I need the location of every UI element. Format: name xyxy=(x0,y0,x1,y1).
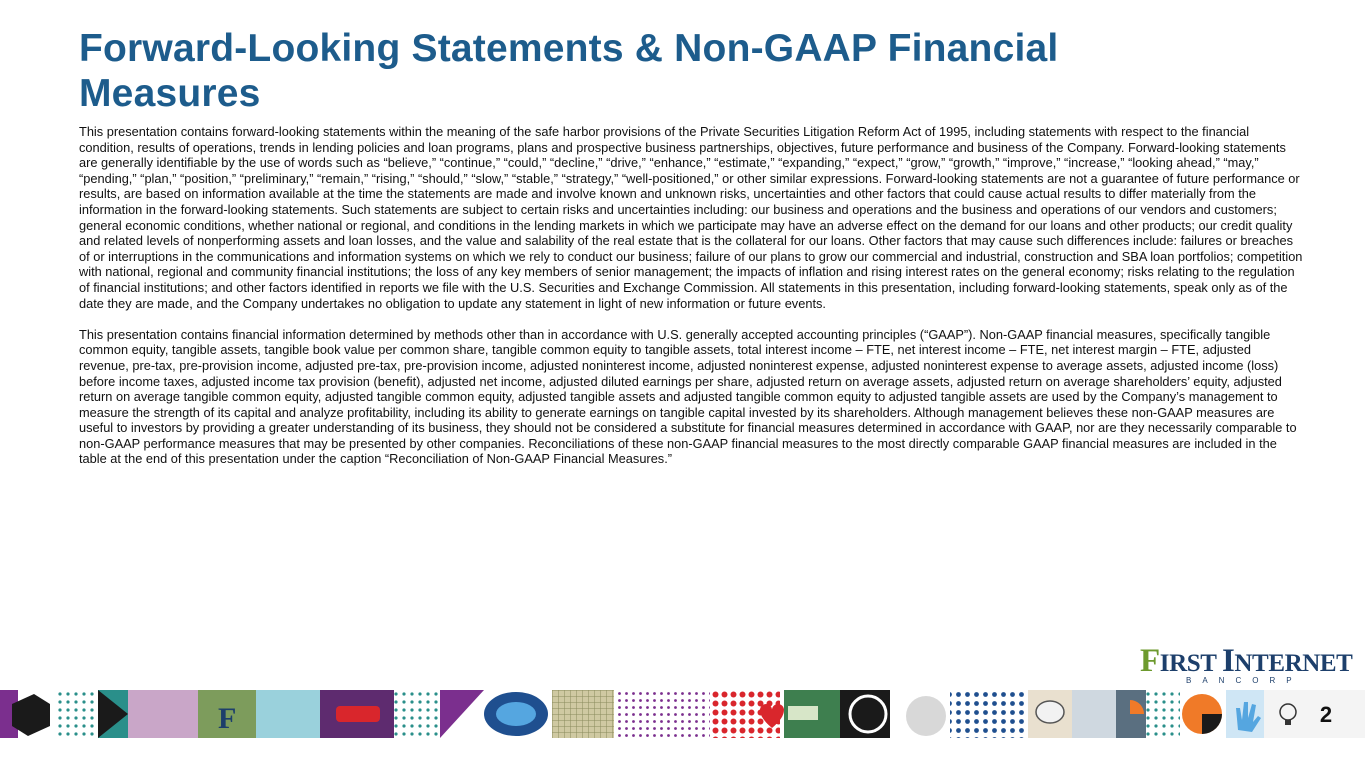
band-tile xyxy=(1146,690,1180,738)
band-shape xyxy=(440,690,484,738)
band-shape xyxy=(496,702,536,726)
company-logo xyxy=(1140,643,1353,688)
non-gaap-paragraph: This presentation contains financial information determined by methods other than in accordance with U.S. generally accepted accounting principles (“GAAP”). Non-GAAP financial measures, specifically tangible common equity, tangible assets, tangible book value per common share, tangible common equity to tangible assets, total interest income – FTE, net interest income – FTE, net interest margin – FTE, adjusted revenue, pre-tax, pre-provision income, adjusted pre-tax, pre-provision income, adjusted noninterest income, adjusted noninterest expense, adjusted noninterest expense to average assets, adjusted income (loss) before income taxes, adjusted income tax provision (benefit), adjusted net income, adjusted diluted earnings per share, adjusted return on average assets, adjusted return on average shareholders’ equity, adjusted return on average tangible common equity, adjusted tangible common equity, adjusted tangible assets and adjusted tangible common equity to adjusted tangible assets are used by the Company’s management to measure the strength of its capital and analyze profitability, including its ability to generate earnings on tangible capital invested by its shareholders. Although management believes these non-GAAP measures are useful to investors by providing a greater understanding of its business, they should not be considered a substitute for financial measures determined in accordance with GAAP, nor are they necessarily comparable to non-GAAP performance measures that may be presented by other companies. Reconciliations of these non-GAAP financial measures to the most directly comparable GAAP financial measures are included in the table at the end of this presentation under the caption “Reconciliation of Non-GAAP Financial Measures.” xyxy=(79,326,1297,467)
band-shape xyxy=(906,696,946,736)
logo-wordmark: FIRST INTERNET xyxy=(1140,643,1353,679)
body-text xyxy=(79,124,1303,467)
band-tile xyxy=(1072,690,1116,738)
band-letter: F xyxy=(218,702,237,735)
band-shape xyxy=(1285,720,1291,725)
dollar-bill-icon xyxy=(788,706,818,720)
page-title: Forward-Looking Statements & Non-GAAP Financial Measures xyxy=(79,27,1059,115)
band-tile xyxy=(614,690,710,738)
piggy-bank-icon xyxy=(1036,701,1064,723)
band-tile xyxy=(256,690,320,738)
band-tile xyxy=(56,690,98,738)
band-tile xyxy=(552,690,614,738)
page-number: 2 xyxy=(1319,702,1333,727)
decorative-band xyxy=(0,690,1365,738)
band-shape xyxy=(336,706,380,722)
logo-subtitle: BANCORP xyxy=(1186,676,1303,685)
band-shape xyxy=(1202,714,1222,734)
band-tile xyxy=(394,690,440,738)
forward-looking-paragraph: This presentation contains forward-looking statements within the meaning of the safe harbor provisions of the Private Securities Litigation Reform Act of 1995, including statements with respect to the financial condition, results of operations, trends in lending policies and loan programs, plans and prospective business partnerships, objectives, future performance and business of the Company. Forward-looking statements are generally identifiable by the use of words such as “believe,” “continue,” “could,” “decline,” “drive,” “enhance,” “estimate,” “expanding,” “expect,” “grow,” “growth,” “improve,” “increase,” “looking ahead,” “may,” “pending,” “plan,” “position,” “preliminary,” “remain,” “rising,” “should,” “slow,” “stable,” “strategy,” “well-positioned,” or other similar expressions. Forward-looking statements are not a guarantee of future performance or results, are based on information available at the time the statements are made and involve known and unknown risks, uncertainties and other factors that could cause actual results to differ materially from the information in the forward-looking statements. Such statements are subject to certain risks and uncertainties including: our business and operations and the business and operations of our vendors and customers; general economic conditions, whether national or regional, and conditions in the lending markets in which we participate may have an adverse effect on the demand for our loans and other products; our credit quality and related levels of nonperforming assets and loan losses, and the value and salability of the real estate that is the collateral for our loans. Other factors that may cause such differences include: failures or breaches of or interruptions in the communications and information systems on which we rely to conduct our business; failure of our plans to grow our commercial and industrial, construction and SBA loan portfolios; competition with national, regional and community financial institutions; the loss of any key members of senior management; the impacts of inflation and rising interest rates on the general economy; risks relating to the regulation of financial institutions; and other factors identified in reports we file with the U.S. Securities and Exchange Commission. All statements in this presentation, including forward-looking statements, speak only as of the date they are made, and the Company undertakes no obligation to update any statement in light of new information or future events. xyxy=(79,124,1303,311)
band-tile xyxy=(950,690,1028,738)
dollar-bill-icon xyxy=(128,690,198,738)
